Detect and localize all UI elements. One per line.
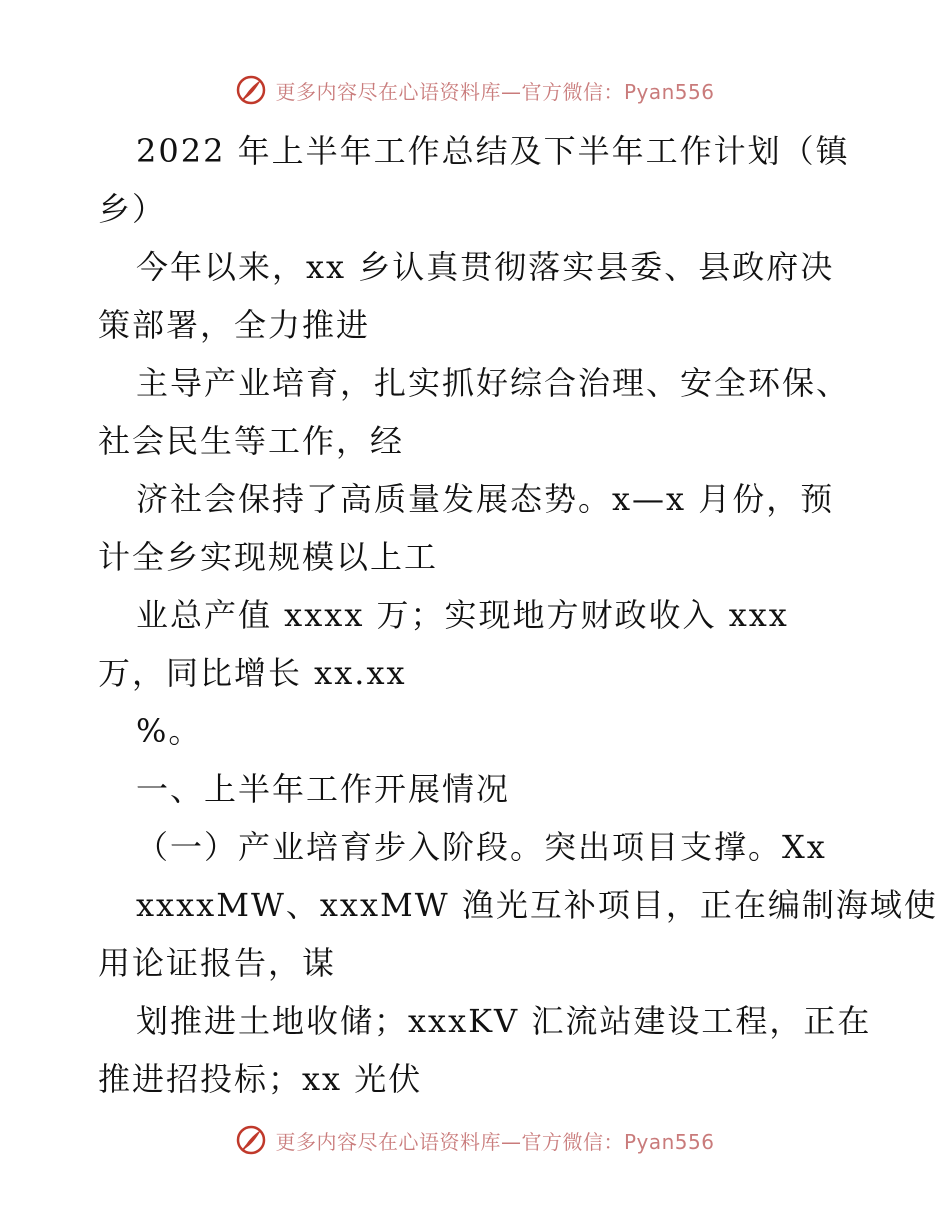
document-title-line-2: 乡） <box>98 190 167 228</box>
document-title-line-1: 2022 年上半年工作总结及下半年工作计划（镇 <box>136 132 850 170</box>
subsection-heading: （一）产业培育步入阶段。突出项目支撑。Xx <box>136 828 827 866</box>
paragraph-line: 推进招投标；xx 光伏 <box>98 1060 423 1098</box>
paragraph-line: 今年以来，xx 乡认真贯彻落实县委、县政府决 <box>136 248 835 286</box>
paragraph-line: %。 <box>136 712 203 750</box>
paragraph-line: 主导产业培育，扎实抓好综合治理、安全环保、 <box>136 364 851 402</box>
document-body <box>98 122 938 1108</box>
feather-pen-circle-logo <box>235 74 267 106</box>
paragraph-line: 划推进土地收储；xxxKV 汇流站建设工程，正在 <box>136 1002 872 1040</box>
header-banner-text: 更多内容尽在心语资料库—官方微信：Pyan556 <box>275 79 715 104</box>
paragraph-line: 用论证报告，谋 <box>98 944 337 982</box>
header-banner <box>0 70 950 110</box>
paragraph-line: 万，同比增长 xx.xx <box>98 654 407 692</box>
paragraph-line: 计全乡实现规模以上工 <box>98 538 439 576</box>
footer-banner-text: 更多内容尽在心语资料库—官方微信：Pyan556 <box>275 1129 715 1154</box>
paragraph-line: 策部署，全力推进 <box>98 306 371 344</box>
paragraph-line: 社会民生等工作，经 <box>98 422 405 460</box>
footer-banner <box>0 1120 950 1160</box>
feather-pen-circle-logo <box>235 1124 267 1156</box>
section-heading: 一、上半年工作开展情况 <box>136 770 511 808</box>
paragraph-line: 业总产值 xxxx 万；实现地方财政收入 xxx <box>136 596 789 634</box>
paragraph-line: 济社会保持了高质量发展态势。x—x 月份，预 <box>136 480 835 518</box>
paragraph-line: xxxxMW、xxxMW 渔光互补项目，正在编制海域使 <box>136 886 938 924</box>
